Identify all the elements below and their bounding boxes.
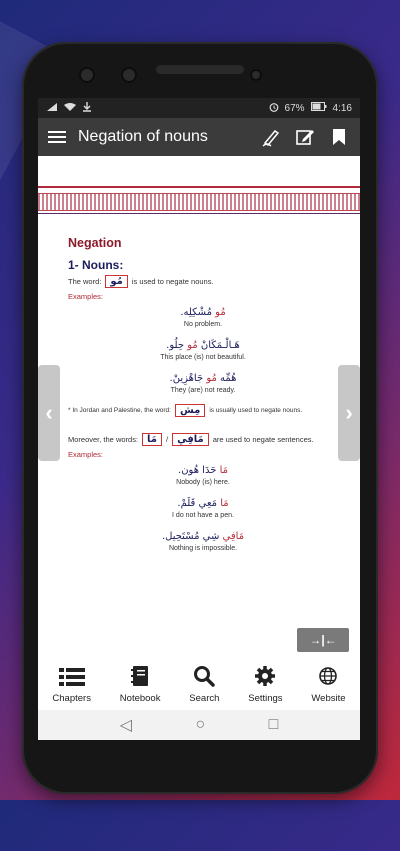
section-heading: Negation bbox=[68, 236, 122, 250]
keyword-box: مُو bbox=[105, 275, 127, 288]
app-toolbar bbox=[38, 118, 360, 156]
examples-label: Examples: bbox=[68, 450, 104, 459]
nav-website[interactable] bbox=[311, 665, 345, 704]
decorative-line bbox=[38, 213, 360, 214]
menu-icon[interactable] bbox=[48, 131, 66, 143]
keyword-box: مَافِي bbox=[172, 433, 209, 446]
edit-icon[interactable] bbox=[294, 126, 316, 148]
next-page-button[interactable] bbox=[338, 365, 360, 461]
examples-label: Examples: bbox=[68, 292, 104, 301]
chevron-right-icon: › bbox=[345, 400, 353, 425]
system-navigation-bar bbox=[38, 710, 360, 740]
fit-width-button[interactable]: →|← bbox=[297, 628, 349, 652]
battery-icon bbox=[311, 102, 327, 114]
front-camera-icon bbox=[79, 67, 95, 83]
intro-line: The word: مُو is used to negate nouns. bbox=[68, 276, 214, 287]
example-item: مَافِي شِي مُسْتَحِيل. Nothing is impossible. bbox=[68, 531, 338, 552]
handwriting-icon[interactable] bbox=[260, 126, 282, 148]
list-icon bbox=[59, 667, 85, 693]
example-item: هَـالْـمَكَانْ مُو حِلُو. This place (is) not beautiful. bbox=[68, 340, 338, 361]
decorative-pattern-band bbox=[38, 193, 360, 211]
section-subheading: 1- Nouns: bbox=[68, 258, 124, 272]
status-bar bbox=[38, 98, 360, 118]
example-translation: No problem. bbox=[183, 321, 223, 328]
nav-label: Website bbox=[311, 693, 346, 704]
example-translation: Nothing is impossible. bbox=[168, 545, 238, 552]
previous-page-button[interactable] bbox=[38, 365, 60, 461]
search-icon bbox=[193, 665, 215, 693]
signal-icon bbox=[46, 102, 58, 115]
example-translation: They (are) not ready. bbox=[170, 387, 236, 394]
example-item: هُمِّه مُو جَاهْزِينْ. They (are) not ready. bbox=[68, 373, 338, 394]
nav-label: Chapters bbox=[52, 693, 91, 704]
nav-label: Settings bbox=[248, 693, 283, 704]
proximity-sensor-icon bbox=[250, 69, 262, 81]
alarm-icon bbox=[269, 102, 279, 115]
bottom-navigation bbox=[38, 666, 360, 710]
moreover-line: Moreover, the words: مَا / مَافِي are used to negate sentences. bbox=[68, 434, 314, 445]
sensor-icon bbox=[121, 67, 137, 83]
download-icon bbox=[82, 102, 92, 115]
battery-percent: 67% bbox=[284, 102, 305, 114]
example-item: مُو مُشْكِلِه. No problem. bbox=[68, 307, 338, 328]
document-page bbox=[38, 156, 360, 666]
example-item: مَا حَدَا هُون. Nobody (is) here. bbox=[68, 465, 338, 486]
regional-note: * In Jordan and Palestine, the word: مِش is usually used to negate nouns. bbox=[68, 405, 303, 416]
wifi-icon bbox=[64, 102, 76, 115]
lesson-content bbox=[68, 236, 338, 552]
example-translation: This place (is) not beautiful. bbox=[160, 354, 246, 361]
nav-label: Search bbox=[189, 693, 220, 704]
globe-icon bbox=[317, 665, 339, 693]
example-item: مَا مَعِي قَلَمْ. I do not have a pen. bbox=[68, 498, 338, 519]
nav-chapters[interactable] bbox=[52, 667, 91, 704]
nav-notebook[interactable] bbox=[120, 665, 161, 704]
back-button[interactable]: ◁ bbox=[119, 717, 133, 734]
earpiece-speaker bbox=[156, 65, 244, 74]
decorative-line bbox=[38, 186, 360, 188]
home-button[interactable]: ○ bbox=[195, 716, 206, 733]
example-translation: Nobody (is) here. bbox=[176, 479, 230, 486]
bookmark-icon[interactable] bbox=[328, 126, 350, 148]
clock-time: 4:16 bbox=[332, 102, 352, 114]
nav-settings[interactable] bbox=[248, 665, 282, 704]
keyword-box: مِش bbox=[175, 404, 205, 417]
recents-button[interactable]: □ bbox=[268, 716, 279, 733]
nav-search[interactable] bbox=[189, 665, 219, 704]
keyword-box: مَا bbox=[142, 433, 162, 446]
chevron-left-icon: ‹ bbox=[45, 400, 53, 425]
gear-icon bbox=[254, 665, 276, 693]
page-title: Negation of nouns bbox=[78, 128, 208, 145]
nav-label: Notebook bbox=[119, 693, 161, 704]
notebook-icon bbox=[130, 665, 150, 693]
example-translation: I do not have a pen. bbox=[172, 512, 234, 519]
